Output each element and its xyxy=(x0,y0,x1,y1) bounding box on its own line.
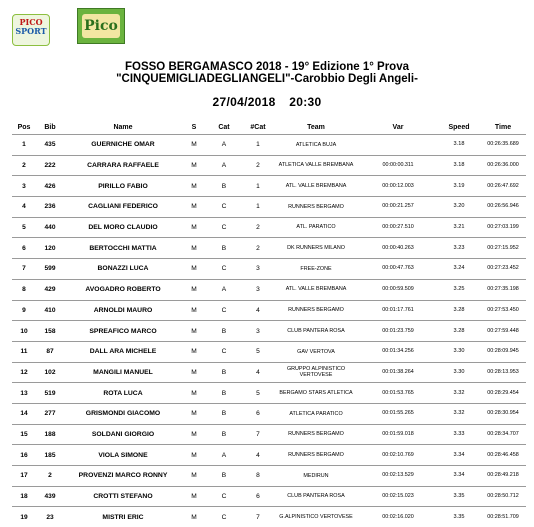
cell-team: ATLETICA VALLE BREMBANA xyxy=(274,155,358,176)
cell-cat-rank: 5 xyxy=(242,341,274,362)
cell-time: 00:27:35.198 xyxy=(480,279,526,300)
cell-name: CARRARA RAFFAELE xyxy=(64,155,182,176)
cell-speed: 3.19 xyxy=(438,176,480,197)
cell-speed: 3.28 xyxy=(438,300,480,321)
cell-time: 00:28:50.712 xyxy=(480,486,526,507)
cell-team: CLUB PANTERA ROSA xyxy=(274,486,358,507)
cell-time: 00:28:09.945 xyxy=(480,341,526,362)
cell-name: SOLDANI GIORGIO xyxy=(64,424,182,445)
cell-time: 00:27:23.452 xyxy=(480,259,526,280)
cell-sex: M xyxy=(182,135,206,156)
cell-cat: C xyxy=(206,300,242,321)
cell-team: CLUB PANTERA ROSA xyxy=(274,321,358,342)
cell-sex: M xyxy=(182,383,206,404)
cell-speed: 3.34 xyxy=(438,445,480,466)
cell-cat-rank: 7 xyxy=(242,507,274,527)
table-row xyxy=(12,238,526,259)
cell-team: ATLETICA PARATICO xyxy=(274,403,358,424)
cell-bib: 188 xyxy=(36,424,64,445)
cell-name: CROTTI STEFANO xyxy=(64,486,182,507)
cell-var: 00:00:21.257 xyxy=(358,197,438,218)
cell-time: 00:27:59.448 xyxy=(480,321,526,342)
cell-team: RUNNERS BERGAMO xyxy=(274,197,358,218)
cell-var: 00:01:38.264 xyxy=(358,362,438,383)
col-header-time: Time xyxy=(480,120,526,135)
cell-var: 00:02:16.020 xyxy=(358,507,438,527)
cell-name: SPREAFICO MARCO xyxy=(64,321,182,342)
table-row xyxy=(12,279,526,300)
cell-cat: A xyxy=(206,135,242,156)
event-date: 27/04/2018 xyxy=(213,95,276,109)
cell-team: ATL. VALLE BREMBANA xyxy=(274,176,358,197)
table-row xyxy=(12,424,526,445)
cell-name: MANGILI MANUEL xyxy=(64,362,182,383)
cell-sex: M xyxy=(182,321,206,342)
cell-time: 00:27:53.450 xyxy=(480,300,526,321)
cell-sex: M xyxy=(182,279,206,300)
cell-cat-rank: 1 xyxy=(242,197,274,218)
cell-team: G.ALPINISTICO VERTOVESE xyxy=(274,507,358,527)
cell-speed: 3.18 xyxy=(438,155,480,176)
cell-name: MISTRI ERIC xyxy=(64,507,182,527)
cell-cat: C xyxy=(206,259,242,280)
cell-bib: 599 xyxy=(36,259,64,280)
cell-speed: 3.24 xyxy=(438,259,480,280)
cell-team: RUNNERS BERGAMO xyxy=(274,300,358,321)
event-title: FOSSO BERGAMASCO 2018 - 19° Edizione 1° Prova xyxy=(0,61,534,73)
col-header-speed: Speed xyxy=(438,120,480,135)
cell-cat: C xyxy=(206,341,242,362)
cell-var: 00:02:13.529 xyxy=(358,466,438,487)
cell-speed: 3.20 xyxy=(438,197,480,218)
table-row xyxy=(12,176,526,197)
cell-speed: 3.35 xyxy=(438,507,480,527)
cell-cat-rank: 1 xyxy=(242,176,274,197)
cell-var: 00:00:27.510 xyxy=(358,217,438,238)
cell-speed: 3.25 xyxy=(438,279,480,300)
results-table xyxy=(12,120,526,527)
cell-cat-rank: 3 xyxy=(242,321,274,342)
col-header-var: Var xyxy=(358,120,438,135)
col-header-pos: Pos xyxy=(12,120,36,135)
event-subtitle: "CINQUEMIGLIADEGLIANGELI"-Carobbio Degli Angeli- xyxy=(0,73,534,85)
cell-time: 00:28:29.454 xyxy=(480,383,526,404)
results-body xyxy=(12,135,526,527)
col-header-team: Team xyxy=(274,120,358,135)
cell-cat-rank: 2 xyxy=(242,155,274,176)
cell-pos: 3 xyxy=(12,176,36,197)
cell-var xyxy=(358,135,438,156)
cell-cat: B xyxy=(206,424,242,445)
cell-speed: 3.32 xyxy=(438,403,480,424)
cell-sex: M xyxy=(182,197,206,218)
cell-cat: A xyxy=(206,279,242,300)
cell-pos: 12 xyxy=(12,362,36,383)
cell-pos: 18 xyxy=(12,486,36,507)
col-header-bib: Bib xyxy=(36,120,64,135)
cell-pos: 2 xyxy=(12,155,36,176)
cell-pos: 15 xyxy=(12,424,36,445)
cell-bib: 185 xyxy=(36,445,64,466)
table-row xyxy=(12,362,526,383)
cell-name: PROVENZI MARCO RONNY xyxy=(64,466,182,487)
table-row xyxy=(12,217,526,238)
cell-cat: B xyxy=(206,176,242,197)
cell-sex: M xyxy=(182,341,206,362)
cell-cat: B xyxy=(206,403,242,424)
cell-sex: M xyxy=(182,362,206,383)
cell-name: AVOGADRO ROBERTO xyxy=(64,279,182,300)
cell-time: 00:28:30.954 xyxy=(480,403,526,424)
cell-team: FREE-ZONE xyxy=(274,259,358,280)
cell-pos: 14 xyxy=(12,403,36,424)
cell-bib: 102 xyxy=(36,362,64,383)
table-row xyxy=(12,486,526,507)
cell-var: 00:00:59.509 xyxy=(358,279,438,300)
cell-sex: M xyxy=(182,466,206,487)
cell-cat: C xyxy=(206,217,242,238)
table-row xyxy=(12,135,526,156)
cell-var: 00:02:15.023 xyxy=(358,486,438,507)
cell-pos: 8 xyxy=(12,279,36,300)
cell-name: ARNOLDI MAURO xyxy=(64,300,182,321)
table-row xyxy=(12,383,526,404)
cell-var: 00:01:53.765 xyxy=(358,383,438,404)
cell-time: 00:26:35.689 xyxy=(480,135,526,156)
cell-var: 00:02:10.769 xyxy=(358,445,438,466)
cell-bib: 277 xyxy=(36,403,64,424)
cell-time: 00:28:49.218 xyxy=(480,466,526,487)
cell-cat-rank: 2 xyxy=(242,217,274,238)
cell-team: DK RUNNERS MILANO xyxy=(274,238,358,259)
cell-name: GRISMONDI GIACOMO xyxy=(64,403,182,424)
cell-speed: 3.30 xyxy=(438,362,480,383)
cell-pos: 9 xyxy=(12,300,36,321)
cell-var: 00:00:12.003 xyxy=(358,176,438,197)
cell-team: GAV VERTOVA xyxy=(274,341,358,362)
cell-sex: M xyxy=(182,300,206,321)
cell-name: DALL ARA MICHELE xyxy=(64,341,182,362)
cell-cat-rank: 4 xyxy=(242,445,274,466)
cell-pos: 16 xyxy=(12,445,36,466)
cell-cat: A xyxy=(206,445,242,466)
cell-var: 00:01:59.018 xyxy=(358,424,438,445)
cell-cat: A xyxy=(206,155,242,176)
col-header-cat-rank: #Cat xyxy=(242,120,274,135)
table-row xyxy=(12,259,526,280)
cell-sex: M xyxy=(182,424,206,445)
cell-sex: M xyxy=(182,445,206,466)
pico-sport-logo-line1: PICO xyxy=(13,18,49,27)
cell-cat: C xyxy=(206,486,242,507)
cell-var: 00:01:17.761 xyxy=(358,300,438,321)
cell-cat: B xyxy=(206,321,242,342)
cell-team: MEDIRUN xyxy=(274,466,358,487)
cell-cat: B xyxy=(206,362,242,383)
cell-speed: 3.34 xyxy=(438,466,480,487)
cell-bib: 519 xyxy=(36,383,64,404)
cell-cat-rank: 7 xyxy=(242,424,274,445)
cell-var: 00:00:47.763 xyxy=(358,259,438,280)
cell-pos: 1 xyxy=(12,135,36,156)
cell-bib: 236 xyxy=(36,197,64,218)
cell-bib: 410 xyxy=(36,300,64,321)
cell-sex: M xyxy=(182,155,206,176)
table-row xyxy=(12,341,526,362)
cell-var: 00:01:34.256 xyxy=(358,341,438,362)
cell-cat-rank: 6 xyxy=(242,486,274,507)
cell-cat: C xyxy=(206,507,242,527)
cell-pos: 7 xyxy=(12,259,36,280)
cell-bib: 435 xyxy=(36,135,64,156)
cell-bib: 222 xyxy=(36,155,64,176)
cell-time: 00:27:15.952 xyxy=(480,238,526,259)
cell-speed: 3.33 xyxy=(438,424,480,445)
cell-time: 00:26:56.946 xyxy=(480,197,526,218)
cell-cat-rank: 1 xyxy=(242,135,274,156)
cell-sex: M xyxy=(182,259,206,280)
cell-speed: 3.30 xyxy=(438,341,480,362)
cell-pos: 13 xyxy=(12,383,36,404)
cell-var: 00:01:55.265 xyxy=(358,403,438,424)
cell-time: 00:26:36.000 xyxy=(480,155,526,176)
table-row xyxy=(12,445,526,466)
cell-sex: M xyxy=(182,486,206,507)
table-row xyxy=(12,466,526,487)
pico-brand-logo-text: Pico xyxy=(82,14,120,38)
col-header-name: Name xyxy=(64,120,182,135)
cell-name: VIOLA SIMONE xyxy=(64,445,182,466)
cell-cat-rank: 2 xyxy=(242,238,274,259)
cell-cat-rank: 8 xyxy=(242,466,274,487)
cell-bib: 87 xyxy=(36,341,64,362)
table-row xyxy=(12,507,526,527)
cell-time: 00:28:51.709 xyxy=(480,507,526,527)
cell-pos: 5 xyxy=(12,217,36,238)
cell-bib: 439 xyxy=(36,486,64,507)
event-time: 20:30 xyxy=(289,95,321,109)
cell-team: ATL. PARATICO xyxy=(274,217,358,238)
col-header-cat: Cat xyxy=(206,120,242,135)
cell-cat-rank: 5 xyxy=(242,383,274,404)
cell-pos: 4 xyxy=(12,197,36,218)
pico-sport-logo xyxy=(12,14,50,46)
cell-speed: 3.28 xyxy=(438,321,480,342)
cell-bib: 23 xyxy=(36,507,64,527)
cell-speed: 3.18 xyxy=(438,135,480,156)
table-header-row xyxy=(12,120,526,135)
logo-bar xyxy=(0,0,534,46)
cell-bib: 158 xyxy=(36,321,64,342)
table-row xyxy=(12,300,526,321)
col-header-sex: S xyxy=(182,120,206,135)
cell-sex: M xyxy=(182,238,206,259)
table-row xyxy=(12,197,526,218)
cell-pos: 10 xyxy=(12,321,36,342)
cell-cat: C xyxy=(206,197,242,218)
cell-name: DEL MORO CLAUDIO xyxy=(64,217,182,238)
cell-team: ATL. VALLE BREMBANA xyxy=(274,279,358,300)
cell-sex: M xyxy=(182,507,206,527)
cell-cat-rank: 4 xyxy=(242,362,274,383)
cell-team: RUNNERS BERGAMO xyxy=(274,445,358,466)
table-row xyxy=(12,321,526,342)
cell-name: BONAZZI LUCA xyxy=(64,259,182,280)
cell-cat-rank: 3 xyxy=(242,279,274,300)
cell-cat: B xyxy=(206,238,242,259)
cell-bib: 429 xyxy=(36,279,64,300)
event-datetime xyxy=(0,95,534,109)
cell-time: 00:28:13.953 xyxy=(480,362,526,383)
cell-cat: B xyxy=(206,383,242,404)
cell-sex: M xyxy=(182,176,206,197)
cell-var: 00:00:40.263 xyxy=(358,238,438,259)
cell-cat-rank: 6 xyxy=(242,403,274,424)
cell-pos: 11 xyxy=(12,341,36,362)
table-row xyxy=(12,155,526,176)
cell-name: ROTA LUCA xyxy=(64,383,182,404)
cell-time: 00:27:03.199 xyxy=(480,217,526,238)
cell-time: 00:26:47.692 xyxy=(480,176,526,197)
cell-var: 00:00:00.311 xyxy=(358,155,438,176)
cell-bib: 426 xyxy=(36,176,64,197)
cell-time: 00:28:34.707 xyxy=(480,424,526,445)
cell-team: GRUPPO ALPINISTICO VERTOVESE xyxy=(274,362,358,383)
cell-cat-rank: 4 xyxy=(242,300,274,321)
cell-pos: 17 xyxy=(12,466,36,487)
cell-name: BERTOCCHI MATTIA xyxy=(64,238,182,259)
cell-speed: 3.23 xyxy=(438,238,480,259)
pico-brand-logo xyxy=(77,8,125,44)
cell-bib: 440 xyxy=(36,217,64,238)
cell-name: GUERNICHE OMAR xyxy=(64,135,182,156)
cell-team: RUNNERS BERGAMO xyxy=(274,424,358,445)
cell-speed: 3.21 xyxy=(438,217,480,238)
cell-sex: M xyxy=(182,217,206,238)
cell-bib: 2 xyxy=(36,466,64,487)
cell-bib: 120 xyxy=(36,238,64,259)
cell-pos: 6 xyxy=(12,238,36,259)
cell-cat-rank: 3 xyxy=(242,259,274,280)
table-row xyxy=(12,403,526,424)
cell-var: 00:01:23.759 xyxy=(358,321,438,342)
cell-speed: 3.35 xyxy=(438,486,480,507)
cell-name: CAGLIANI FEDERICO xyxy=(64,197,182,218)
pico-sport-logo-line2: SPORT xyxy=(13,27,49,36)
cell-team: ATLETICA BUJA xyxy=(274,135,358,156)
cell-pos: 19 xyxy=(12,507,36,527)
cell-speed: 3.32 xyxy=(438,383,480,404)
cell-time: 00:28:46.458 xyxy=(480,445,526,466)
cell-cat: B xyxy=(206,466,242,487)
cell-sex: M xyxy=(182,403,206,424)
cell-team: BERGAMO STARS ATLETICA xyxy=(274,383,358,404)
cell-name: PIRILLO FABIO xyxy=(64,176,182,197)
